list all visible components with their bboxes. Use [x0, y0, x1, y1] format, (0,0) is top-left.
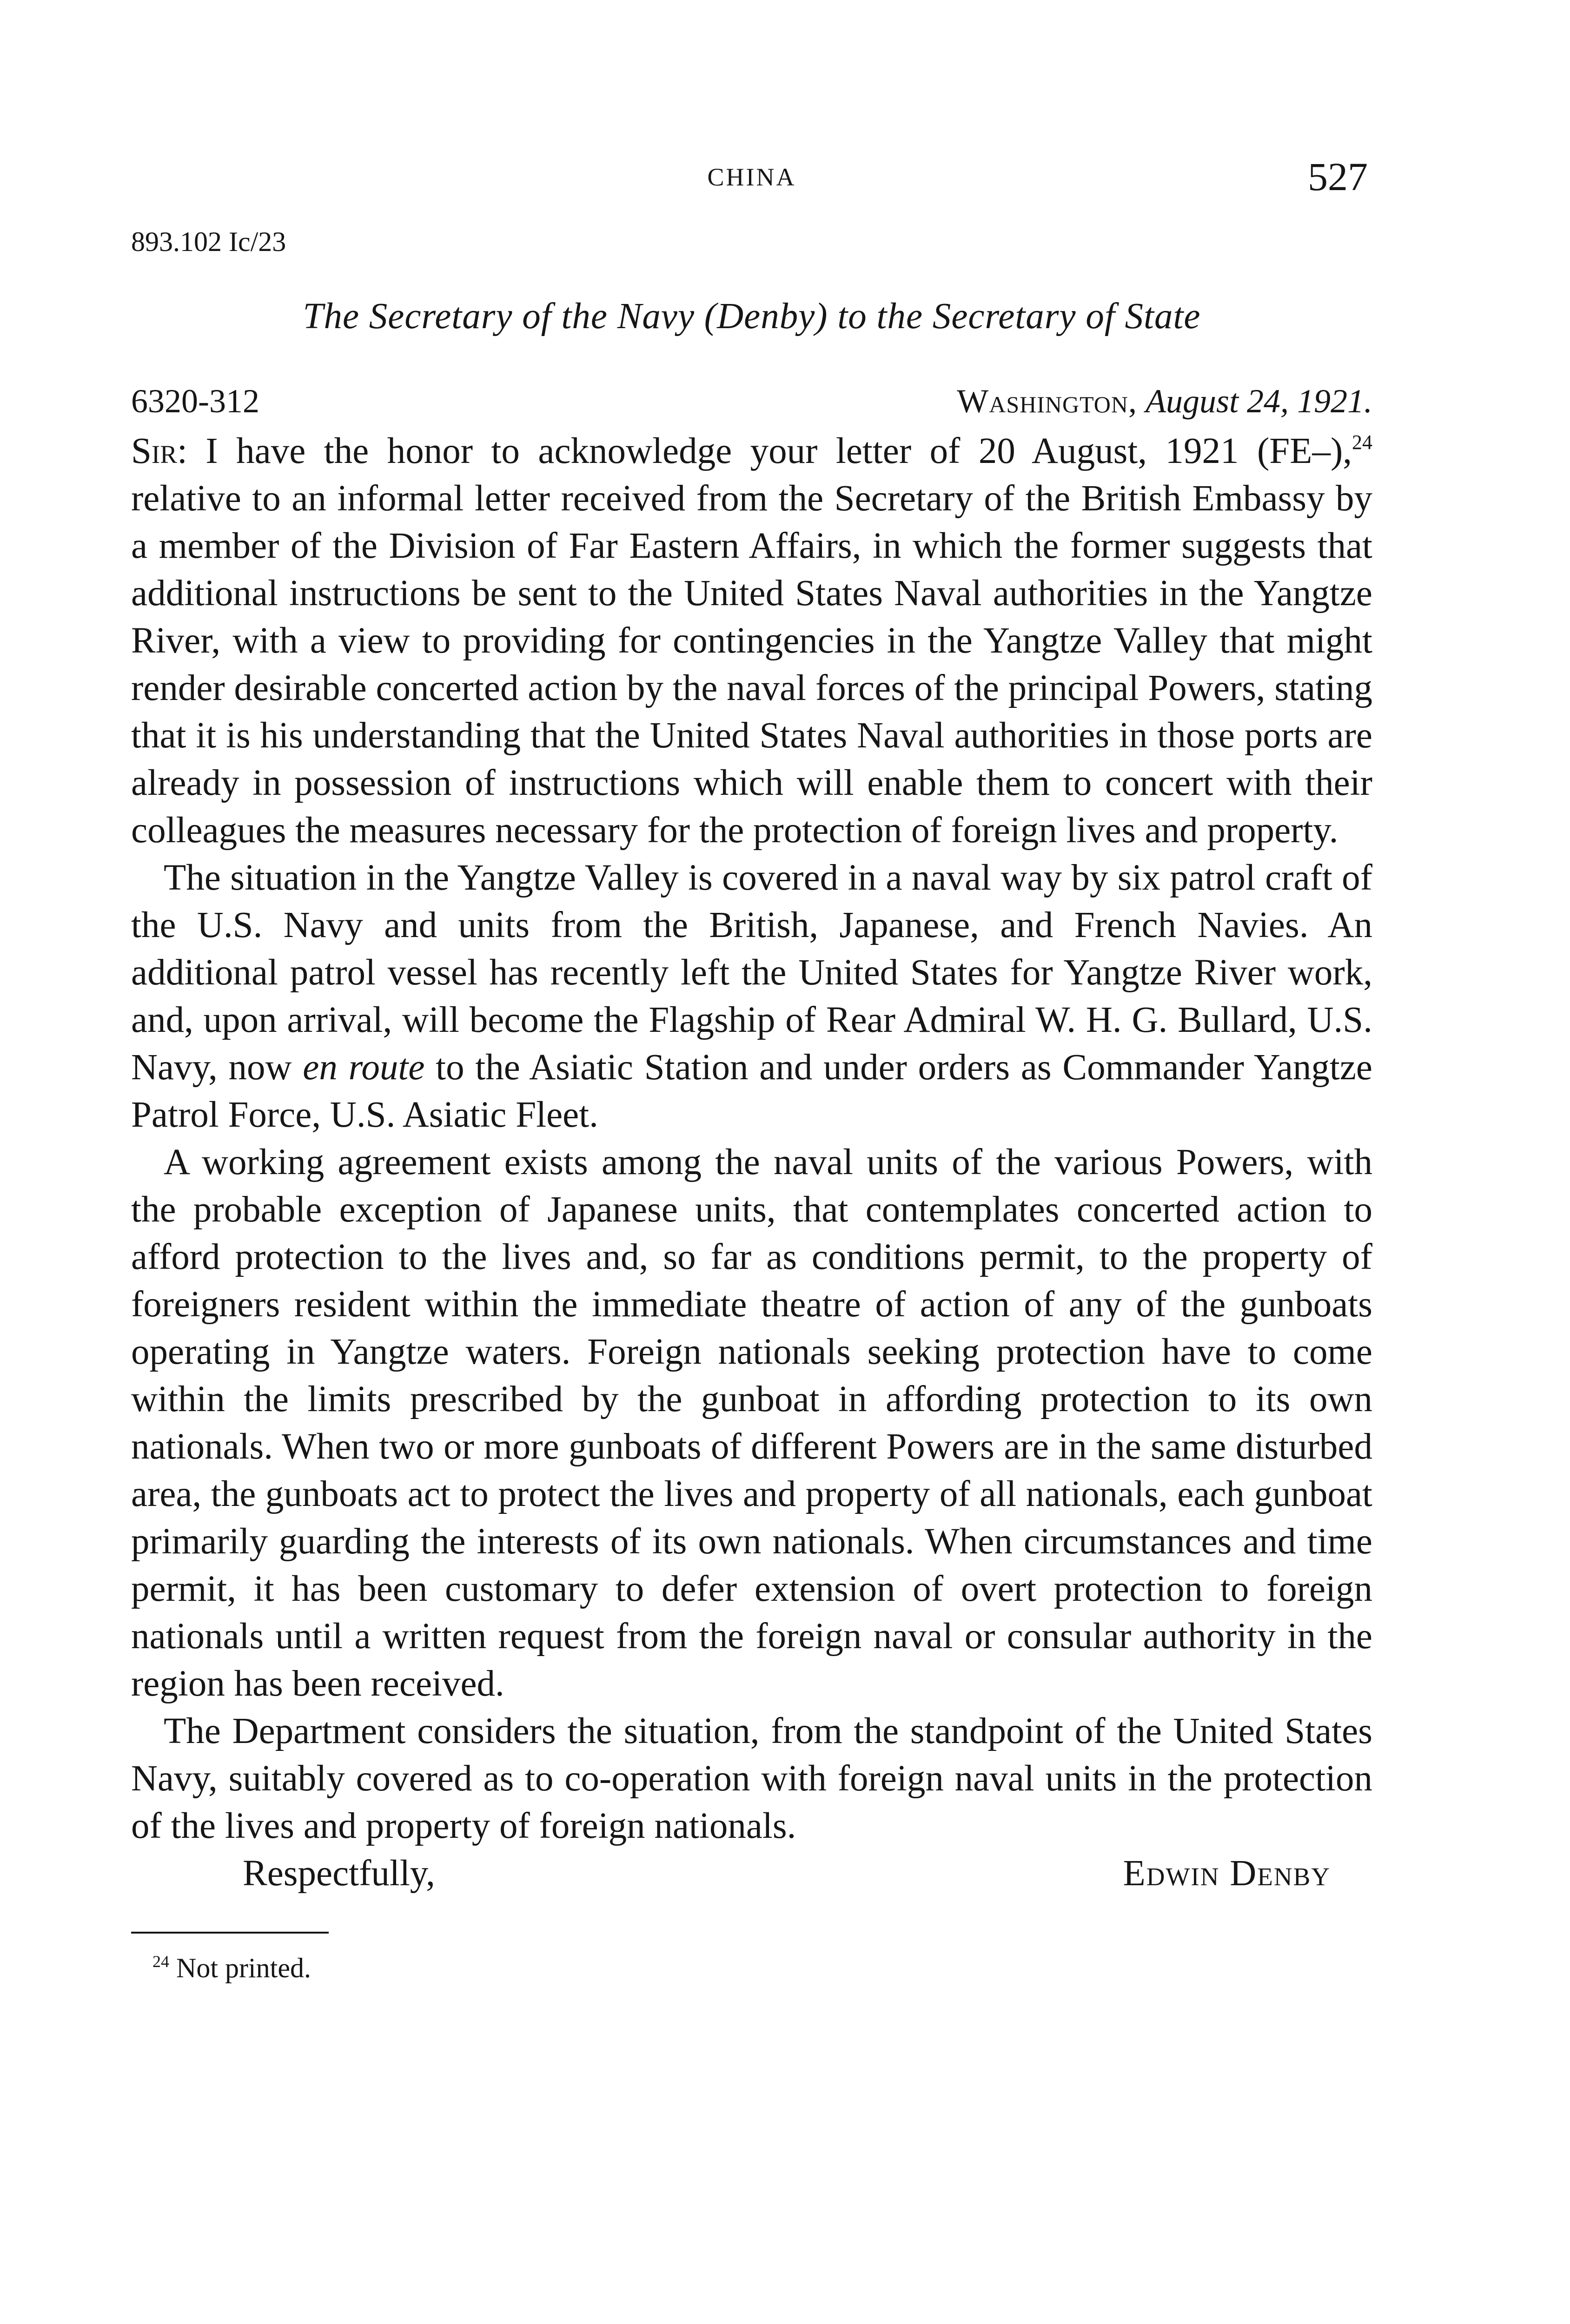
closing-line [131, 1850, 1372, 1897]
paragraph-3: A working agreement exists among the naval units of the various Powers, with the probable exception of Japanese units, that contemplates concerted action to afford protection to the lives and, so far as conditions permit, to the property of foreigners resident within the immediate theatre of action of any of the gunboats operating in Yangtze waters. Foreign nationals seeking protection have to come within the limits prescribed by the gunboat in affording protection to its own nationals. When two or more gunboats of different Powers are in the same disturbed area, the gunboats act to protect the lives and property of all nationals, each gunboat primarily guarding the interests of its own nationals. When circumstances and time permit, it has been customary to defer extension of overt protection to foreign nationals until a written request from the foreign naval or consular authority in the region has been received. [131, 1142, 1372, 1704]
paragraph-1-text-a: : I have the honor to acknowledge your letter of 20 August, 1921 (FE–), [177, 431, 1352, 471]
page-number: 527 [1308, 154, 1368, 199]
dateline-date: August 24, 1921. [1145, 383, 1372, 420]
footnote-reference: 24 [1352, 431, 1372, 454]
signature: Edwin Denby [1123, 1853, 1331, 1894]
running-head [131, 153, 1372, 214]
place-date [957, 382, 1372, 428]
paragraph-2 [131, 854, 1372, 1139]
dateline-place: Washington, [957, 383, 1137, 420]
file-number: 893.102 Ic/23 [131, 226, 286, 257]
paragraph-1 [131, 428, 1372, 854]
footnote-mark: 24 [152, 1952, 169, 1971]
complimentary-close: Respectfully, [243, 1853, 435, 1894]
footnote [131, 1952, 1372, 1984]
reference-number: 6320-312 [131, 383, 259, 420]
document-heading: The Secretary of the Navy (Denby) to the Secretary of State [303, 296, 1201, 337]
letter-body [131, 428, 1372, 1850]
footnote-text: Not printed. [176, 1953, 311, 1983]
paragraph-4: The Department considers the situation, from the standpoint of the United States Navy, suitably covered as to co-operation with foreign naval units in the protection of the lives and property of foreign nationals. [131, 1711, 1372, 1846]
paragraph-1-text-b: relative to an informal letter received from the Secretary of the British Embassy by a member of the Division of Far Eastern Affairs, in which the former suggests that additional instructions be sent to the United States Naval authorities in the Yangtze River, with a view to providing for contingencies in the Yangtze Valley that might render desirable concerted action by the naval forces of the principal Powers, stating that it is his understanding that the United States Naval authorities in those ports are already in possession of instructions which will enable them to concert with their colleagues the measures necessary for the protection of foreign lives and property. [131, 478, 1372, 851]
footnote-divider [131, 1932, 329, 1934]
dateline [131, 382, 1372, 428]
paragraph-2-text-a: The situation in the Yangtze Valley is covered in a naval way by six patrol craft of the U.S. Navy and units from the British, Japanese, and French Navies. An additional patrol vessel has recently left the United States for Yangtze River work, and, upon arrival, will become the Flagship of Rear Admiral W. H. G. Bullard, U.S. Navy, now [131, 858, 1372, 1088]
salutation: Sir [131, 431, 177, 471]
paragraph-2-text-b: to the Asiatic Station and under orders as Commander Yangtze Patrol Force, U.S. Asiatic Fleet. [131, 1047, 1372, 1135]
paragraph-2-italic: en route [303, 1047, 425, 1088]
running-title: CHINA [707, 163, 796, 191]
document-page [131, 153, 1372, 1984]
